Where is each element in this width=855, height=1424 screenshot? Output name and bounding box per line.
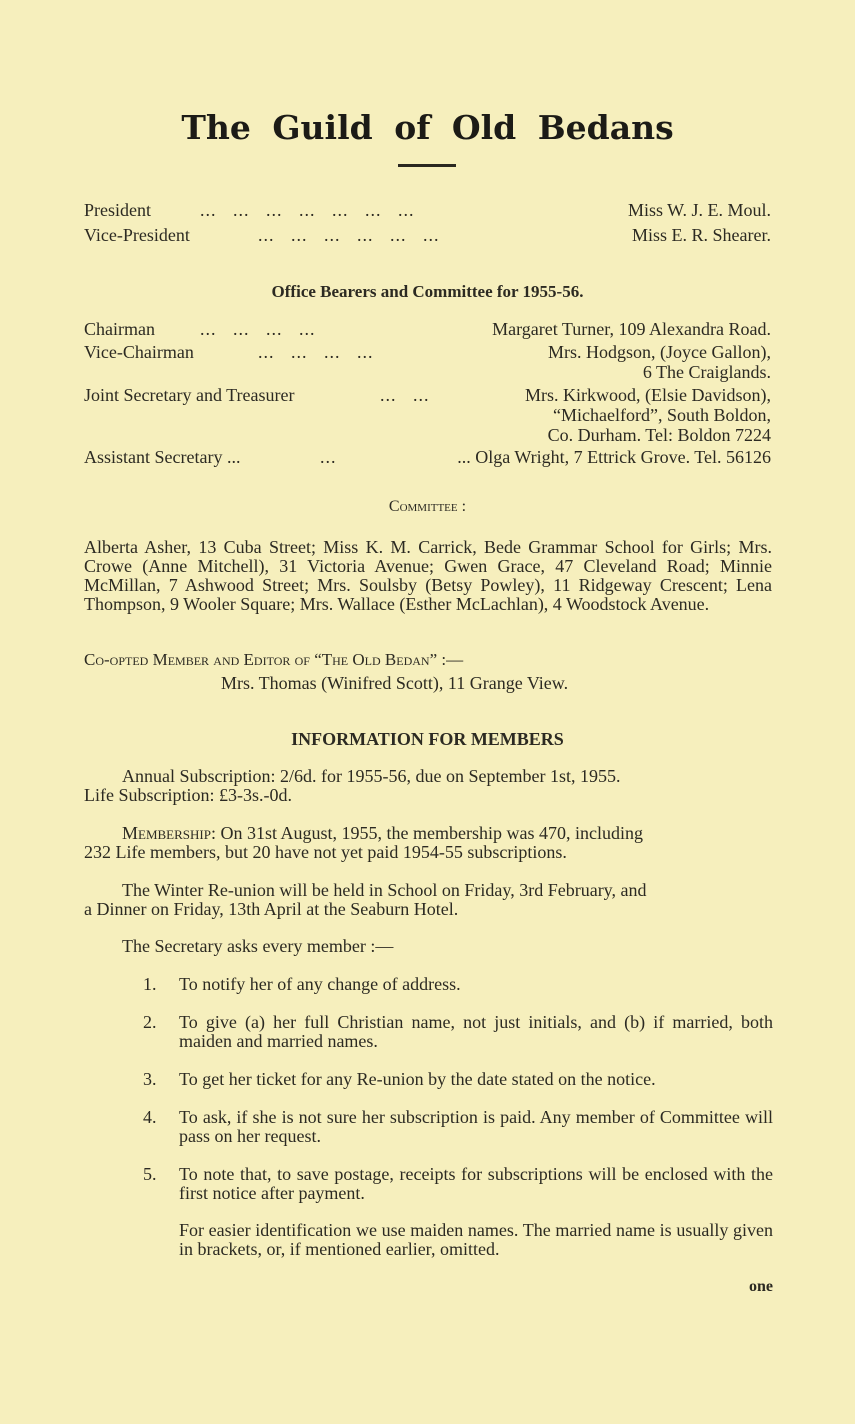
page-title: The Guild of Old Bedans — [181, 108, 674, 147]
list-item-text: To ask, if she is not sure her subscription is paid. Any member of Committee will pass on her request. — [179, 1107, 773, 1146]
life-subscription: Life Subscription: £3-3s.-0d. — [84, 785, 292, 805]
secretary-row — [84, 384, 771, 448]
reunion-line2: a Dinner on Friday, 13th April at the Seaburn Hotel. — [84, 899, 459, 919]
vice-chairman-label: Vice-Chairman — [84, 342, 194, 362]
secretary-value-line3: Co. Durham. Tel: Boldon 7224 — [547, 425, 771, 445]
list-item-number: 2. — [143, 1012, 157, 1032]
secretary-value-line1: Mrs. Kirkwood, (Elsie Davidson), — [525, 385, 771, 405]
list-item-text: To notify her of any change of address. — [179, 974, 461, 994]
vice-president-dots: ... ... ... ... ... ... — [258, 225, 440, 245]
list-item-text: To get her ticket for any Re-union by the date stated on the notice. — [179, 1069, 656, 1089]
vice-chairman-value-line2: 6 The Craiglands. — [642, 362, 771, 382]
reunion-line1: The Winter Re-union will be held in School on Friday, 3rd February, and — [122, 880, 647, 900]
list-item-text: To note that, to save postage, receipts for subscriptions will be enclosed with the first notice after payment. — [179, 1164, 773, 1203]
secretary-asks: The Secretary asks every member :— — [122, 936, 394, 956]
vice-president-value: Miss E. R. Shearer. — [632, 225, 771, 245]
maiden-names-note: For easier identification we use maiden names. The married name is usually given in brackets, or, if mentioned earlier, omitted. — [179, 1220, 773, 1259]
membership-text-line1: On 31st August, 1955, the membership was 470, including — [220, 823, 643, 843]
list-item-number: 3. — [143, 1069, 157, 1089]
title-rule — [398, 164, 456, 167]
president-value: Miss W. J. E. Moul. — [627, 200, 771, 220]
secretary-dots: ... ... — [380, 385, 430, 405]
membership-paragraph — [84, 824, 772, 843]
coopted-heading: Co-opted Member and Editor of “The Old Bedan” :— — [84, 650, 464, 669]
secretary-label: Joint Secretary and Treasurer — [84, 385, 295, 405]
vice-chairman-dots: ... ... ... ... — [258, 342, 374, 362]
secretary-value-line2: “Michaelford”, South Boldon, — [553, 405, 771, 425]
page-number: one — [749, 1278, 773, 1295]
list-item-number: 5. — [143, 1164, 157, 1184]
president-label: President — [84, 200, 151, 220]
president-dots: ... ... ... ... ... ... ... — [200, 200, 415, 220]
list-item-number: 1. — [143, 974, 157, 994]
office-bearers-heading: Office Bearers and Committee for 1955-56. — [271, 282, 584, 301]
assistant-secretary-dots: ... — [320, 447, 337, 467]
assistant-secretary-label: Assistant Secretary ... — [84, 447, 241, 467]
vice-chairman-row — [84, 341, 771, 385]
list-item-number: 4. — [143, 1107, 157, 1127]
annual-subscription: Annual Subscription: 2/6d. for 1955-56, due on September 1st, 1955. — [122, 766, 621, 786]
vice-chairman-value-line1: Mrs. Hodgson, (Joyce Gallon), — [548, 342, 771, 362]
chairman-label: Chairman — [84, 319, 155, 339]
vice-president-label: Vice-President — [84, 225, 190, 245]
list-item-text: To give (a) her full Christian name, not just initials, and (b) if married, both maiden and married names. — [179, 1012, 773, 1051]
committee-heading: Committee : — [388, 498, 467, 515]
chairman-value: Margaret Turner, 109 Alexandra Road. — [492, 319, 771, 339]
committee-list: Alberta Asher, 13 Cuba Street; Miss K. M. Carrick, Bede Grammar School for Girls; Mrs. Crowe (Anne Mitchell), 31 Victoria Avenue; Gwen Grace, 47 Cleveland Road; Minnie McMillan, 7 Ashwood Street; Mrs. Soulsby (Betsy Powley), 11 Ridgeway Crescent; Lena Thompson, 9 Wooler Square; Mrs. Wallace (Esther McLachlan), 4 Woodstock Avenue. — [84, 537, 772, 614]
assistant-secretary-value: ... Olga Wright, 7 Ettrick Grove. Tel. 56126 — [457, 447, 771, 467]
coopted-member: Mrs. Thomas (Winifred Scott), 11 Grange View. — [221, 673, 569, 693]
membership-label: Membership: — [122, 823, 216, 843]
information-heading: INFORMATION FOR MEMBERS — [291, 729, 564, 749]
membership-text-line2: 232 Life members, but 20 have not yet paid 1954-55 subscriptions. — [84, 842, 567, 862]
chairman-dots: ... ... ... ... — [200, 319, 316, 339]
